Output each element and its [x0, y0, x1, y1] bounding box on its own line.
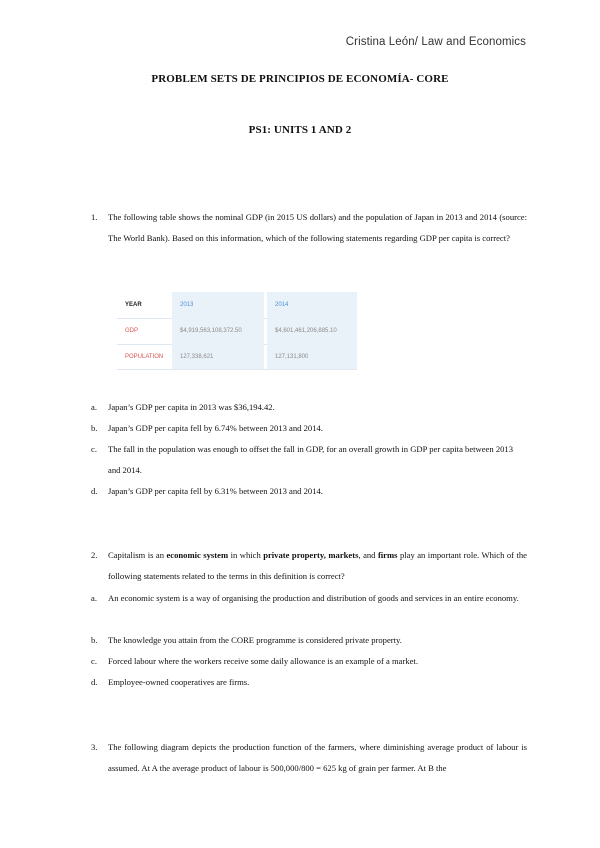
term-economic-system: economic system — [166, 550, 229, 560]
question-text-part: , — [323, 550, 329, 560]
table-row-label: POPULATION — [125, 354, 164, 360]
question-text-part: , and — [358, 550, 378, 560]
table-cell: 127,131,800 — [267, 344, 357, 370]
question-text — [108, 545, 527, 587]
q2-option-d — [91, 672, 527, 693]
q1-option-c — [91, 439, 527, 481]
document-title: PROBLEM SETS DE PRINCIPIOS DE ECONOMÍA- CORE — [151, 73, 449, 85]
question-2 — [91, 545, 527, 587]
table-row-label: GDP — [125, 328, 139, 334]
document-subtitle: PS1: UNITS 1 AND 2 — [248, 124, 352, 136]
table-cell: $4,919,563,108,372.50 — [172, 318, 264, 344]
question-text-part: in which — [228, 550, 264, 560]
option-letter: c. — [91, 444, 97, 454]
question-3 — [91, 737, 527, 779]
q2-option-b — [91, 630, 527, 651]
question-1 — [91, 207, 527, 249]
term-firms: firms — [377, 550, 398, 560]
option-text: Japan’s GDP per capita fell by 6.31% between 2013 and 2014. — [108, 486, 323, 496]
term-private-property: private property — [263, 550, 324, 560]
q2-option-a — [91, 588, 527, 609]
table-row — [117, 344, 357, 370]
gdp-population-table — [117, 292, 357, 370]
q1-option-a — [91, 397, 527, 418]
option-letter: c. — [91, 656, 97, 666]
option-letter: b. — [91, 423, 98, 433]
table-row — [117, 318, 357, 344]
option-letter: d. — [91, 486, 98, 496]
q1-option-d — [91, 481, 527, 502]
option-text: The fall in the population was enough to offset the fall in GDP, for an overall growth in GDP per capita between 2013 and 2014. — [108, 444, 514, 475]
question-text: The following diagram depicts the production function of the farmers, where diminishing average product of labour is assumed. At A the average product of labour is 500,000/800 = 625 kg of grain per farmer. At B the — [108, 742, 527, 773]
question-text-part: play an important role. Which of the following statements related to the terms in this definition is correct? — [108, 550, 527, 581]
table-header-cell: 2014 — [267, 292, 357, 318]
header-author: Cristina León/ Law and Economics — [345, 36, 526, 48]
option-text: Japan’s GDP per capita in 2013 was $36,194.42. — [108, 402, 275, 412]
table-header-row — [117, 292, 357, 318]
table-divider — [117, 369, 357, 370]
question-number: 3. — [91, 742, 98, 752]
option-letter: a. — [91, 402, 97, 412]
option-text: Employee-owned cooperatives are firms. — [108, 677, 250, 687]
question-number: 2. — [91, 550, 98, 560]
question-text: The following table shows the nominal GDP (in 2015 US dollars) and the population of Japan in 2013 and 2014 (source: The World Bank). Based on this information, which of the following statements regarding GDP per capita is correct? — [108, 212, 527, 243]
option-text: Forced labour where the workers receive some daily allowance is an example of a market. — [108, 656, 418, 666]
option-letter: a. — [91, 593, 97, 603]
term-markets: markets — [328, 550, 359, 560]
q2-option-c — [91, 651, 527, 672]
table-header-cell: 2013 — [172, 292, 264, 318]
question-number: 1. — [91, 212, 98, 222]
table-cell: 127,338,621 — [172, 344, 264, 370]
question-text-part: Capitalism is an — [108, 550, 167, 560]
option-letter: d. — [91, 677, 98, 687]
q1-option-b — [91, 418, 527, 439]
option-text: The knowledge you attain from the CORE programme is considered private property. — [108, 635, 402, 645]
option-letter: b. — [91, 635, 98, 645]
table-cell: $4,601,461,206,885.10 — [267, 318, 357, 344]
table-header-cell: YEAR — [125, 302, 142, 308]
option-text: An economic system is a way of organising the production and distribution of goods and services in an entire economy. — [108, 593, 519, 603]
option-text: Japan’s GDP per capita fell by 6.74% between 2013 and 2014. — [108, 423, 323, 433]
